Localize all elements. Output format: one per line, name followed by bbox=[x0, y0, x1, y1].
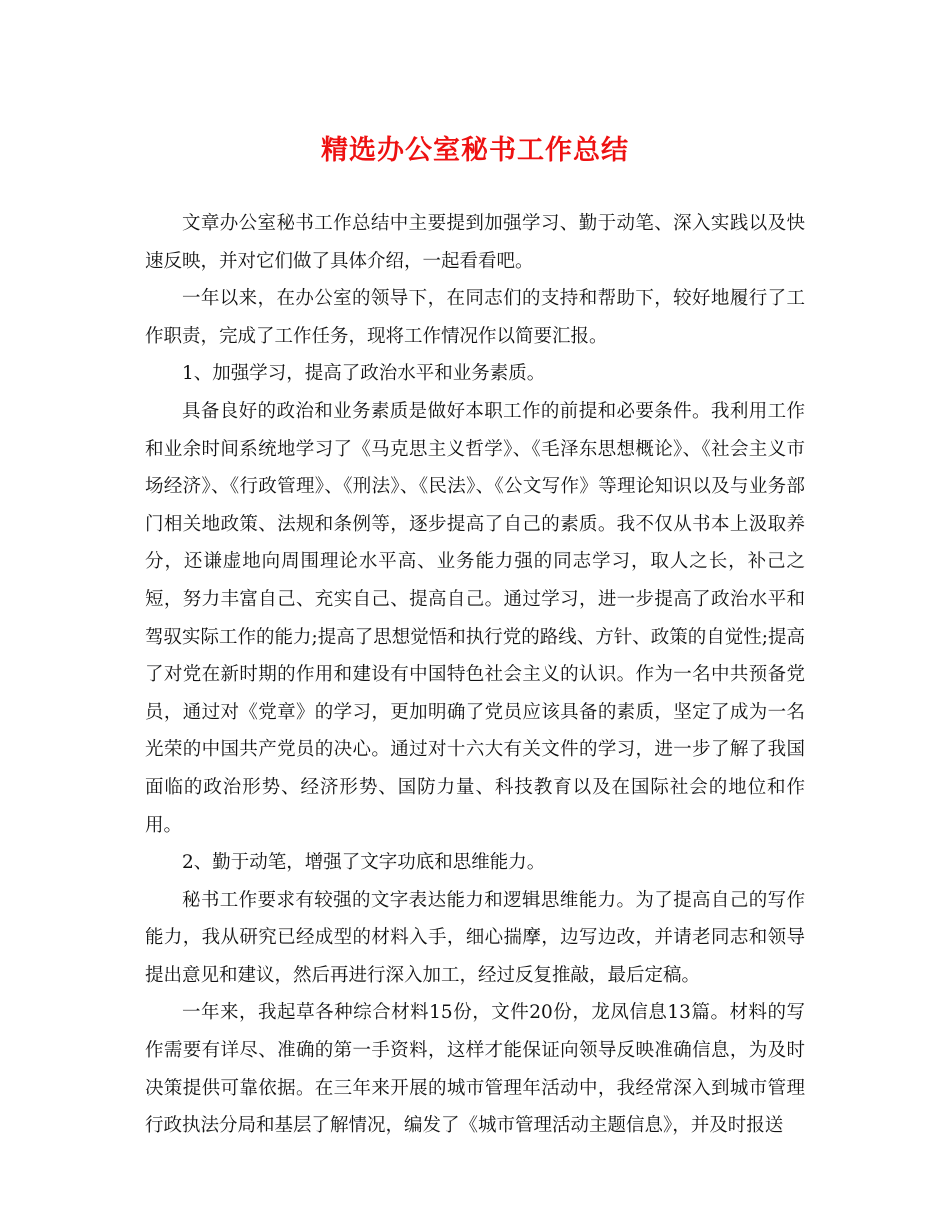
document-title: 精选办公室秘书工作总结 bbox=[321, 135, 629, 166]
paragraph-study: 具备良好的政治和业务素质是做好本职工作的前提和必要条件。我利用工作和业余时间系统地学习了《马克思主义哲学》、《毛泽东思想概论》、《社会主义市场经济》、《行政管理》、《刑法》、《民法》、《公文写作》等理论知识以及与业务部门相关地政策、法规和条例等，逐步提高了自己的素质。我不仅从书本上汲取养分，还谦虚地向周围理论水平高、业务能力强的同志学习，取人之长，补己之短，努力丰富自己、充实自己、提高自己。通过学习，进一步提高了政治水平和驾驭实际工作的能力;提高了思想觉悟和执行党的路线、方针、政策的自觉性;提高了对党在新时期的作用和建设有中国特色社会主义的认识。作为一名中共预备党员，通过对《党章》的学习，更加明确了党员应该具备的素质，坚定了成为一名光荣的中国共产党员的决心。通过对十六大有关文件的学习，进一步了解了我国面临的政治形势、经济形势、国防力量、科技教育以及在国际社会的地位和作用。 bbox=[145, 400, 805, 836]
paragraph-overview: 一年以来，在办公室的领导下，在同志们的支持和帮助下，较好地履行了工作职责，完成了工作任务，现将工作情况作以简要汇报。 bbox=[145, 288, 805, 347]
paragraph-writing: 秘书工作要求有较强的文字表达能力和逻辑思维能力。为了提高自己的写作能力，我从研究已经成型的材料入手，细心揣摩，边写边改，并请老同志和领导提出意见和建议，然后再进行深入加工，经过反复推敲，最后定稿。 bbox=[145, 889, 805, 986]
document-body bbox=[145, 205, 805, 1145]
section-heading-writing: 2、勤于动笔，增强了文字功底和思维能力。 bbox=[182, 852, 546, 874]
section-heading-study: 1、加强学习，提高了政治水平和业务素质。 bbox=[182, 363, 546, 385]
paragraph-intro: 文章办公室秘书工作总结中主要提到加强学习、勤于动笔、深入实践以及快速反映，并对它们做了具体介绍，一起看看吧。 bbox=[145, 213, 805, 272]
paragraph-output: 一年来，我起草各种综合材料15份，文件20份，龙凤信息13篇。材料的写作需要有详尽、准确的第一手资料，这样才能保证向领导反映准确信息，为及时决策提供可靠依据。在三年来开展的城市管理年活动中，我经常深入到城市管理行政执法分局和基层了解情况，编发了《城市管理活动主题信息》，并及时报送 bbox=[145, 1002, 805, 1137]
